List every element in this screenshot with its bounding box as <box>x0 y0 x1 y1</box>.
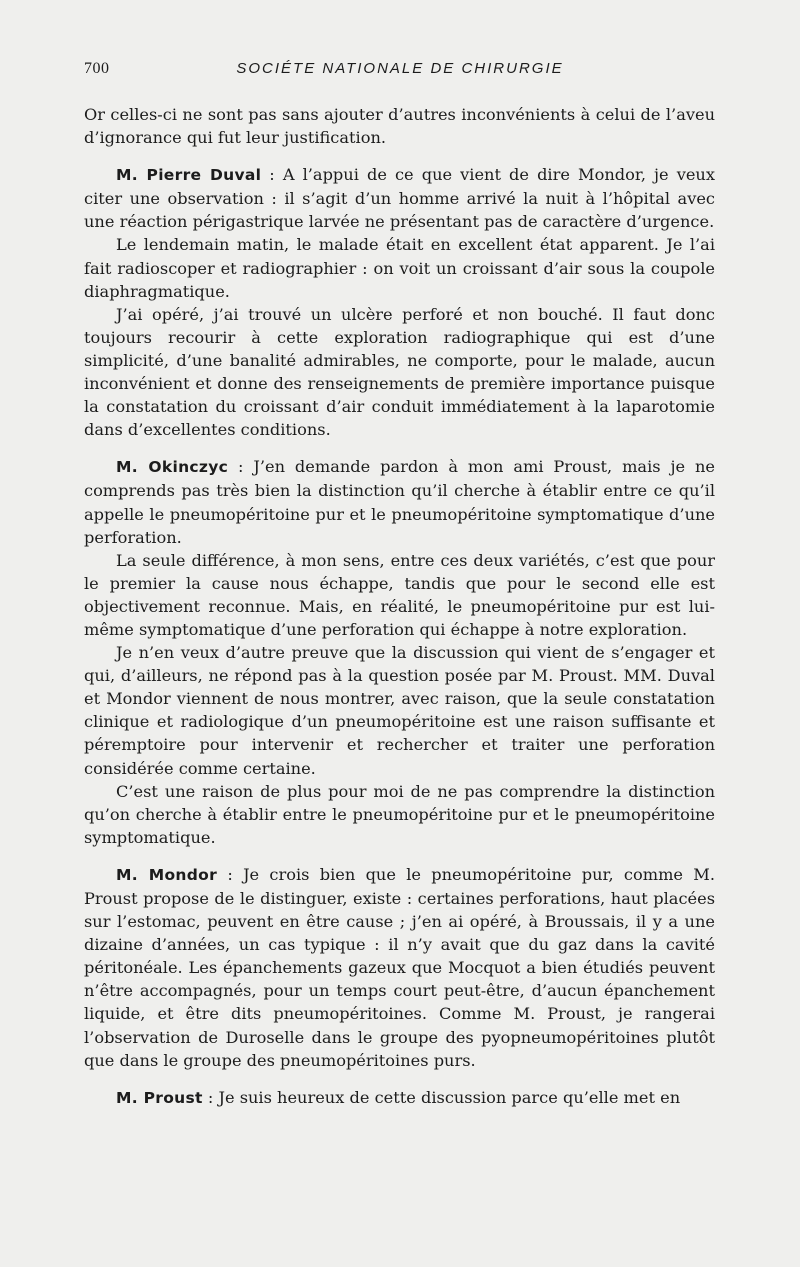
paragraph <box>84 641 715 780</box>
paragraph-text: J’ai opéré, j’ai trouvé un ulcère perforé et non bouché. Il faut donc toujours recourir à cette exploration radiographique qui est d’une simplicité, d’une banalité admirables, ne comporte, pour le malade, aucun inconvénient et donne des renseignements de première importance puisque la constatation du croissant d’air conduit immédiatement à la laparotomie dans d’excellentes conditions. <box>84 304 715 440</box>
paragraph-text: : Je crois bien que le pneumopéritoine pur, comme M. Proust propose de le distinguer, existe : certaines perforations, haut placées sur l’estomac, peuvent en être cause ; j’en ai opéré, à Broussais, il y a une dizaine d’années, un cas typique : il n’y avait que du gaz dans la cavité péritonéale. Les épanchements gazeux que Mocquot a bien étudiés peuvent n’être accompagnés, pour un temps court peut-être, d’aucun épanchement liquide, et être dits pneumopéritoines. Comme M. Proust, je rangerai l’observation de Duroselle dans le groupe des pyopneumopéritoines plutôt que dans le groupe des pneumopéritoines purs. <box>84 864 716 1070</box>
paragraph-text: : A l’appui de ce que vient de dire Mondor, je veux citer une observation : il s’agit d’un homme arrivé la nuit à l’hôpital avec une réaction périgastrique larvée ne présentant pas de caractère d’urgence. <box>84 165 715 232</box>
paragraph-text: : J’en demande pardon à mon ami Proust, mais je ne comprends pas très bien la distinction qu’il cherche à établir entre ce qu’il appelle le pneumopéritoine pur et le pneumopéritoine symptomatique d’une perforation. <box>84 457 715 547</box>
body-text <box>84 103 715 1110</box>
paragraph <box>84 1086 715 1110</box>
speaker-name: M. Proust <box>116 1088 203 1107</box>
paragraph <box>84 780 715 849</box>
speaker-name: M. Mondor <box>116 865 218 884</box>
paragraph <box>84 549 715 641</box>
paragraph <box>84 233 715 302</box>
paragraph <box>84 863 715 1072</box>
paragraph-text: La seule différence, à mon sens, entre ces deux variétés, c’est que pour le premier la cause nous échappe, tandis que pour le second elle est objectivement reconnue. Mais, en réalité, le pneumopéritoine pur est lui-même symptomatique d’une perforation qui échappe à notre exploration. <box>84 550 715 639</box>
paragraph-text: Or celles-ci ne sont pas sans ajouter d’autres inconvénients à celui de l’aveu d’ignorance qui fut leur justification. <box>84 105 715 148</box>
paragraph-text: Le lendemain matin, le malade était en excellent état apparent. Je l’ai fait radioscoper et radiographier : on voit un croissant d’air sous la coupole diaphragmatique. <box>84 235 715 301</box>
paragraph-text: C’est une raison de plus pour moi de ne pas comprendre la distinction qu’on cherche à établir entre le pneumopéritoine pur et le pneumopéritoine symptomatique. <box>84 781 715 847</box>
running-title: SOCIÉTE NATIONALE DE CHIRURGIE <box>236 60 564 77</box>
page-number: 700 <box>84 60 110 77</box>
paragraph <box>84 455 715 548</box>
paragraph-text: Je n’en veux d’autre preuve que la discussion qui vient de s’engager et qui, d’ailleurs, ne répond pas à la question posée par M. Proust. MM. Duval et Mondor viennent de nous montrer, avec raison, que la seule constatation clinique et radiologique d’un pneumopéritoine est une raison suffisante et péremptoire pour intervenir et rechercher et traiter une perforation considérée comme certaine. <box>84 643 715 778</box>
paragraph <box>84 103 715 149</box>
paragraph <box>84 163 715 233</box>
speaker-name: M. Okinczyc <box>116 458 229 477</box>
page-header <box>84 60 716 84</box>
paragraph <box>84 303 715 442</box>
paragraph-text: : Je suis heureux de cette discussion parce qu’elle met en <box>202 1087 681 1107</box>
speaker-name: M. Pierre Duval <box>116 166 262 185</box>
